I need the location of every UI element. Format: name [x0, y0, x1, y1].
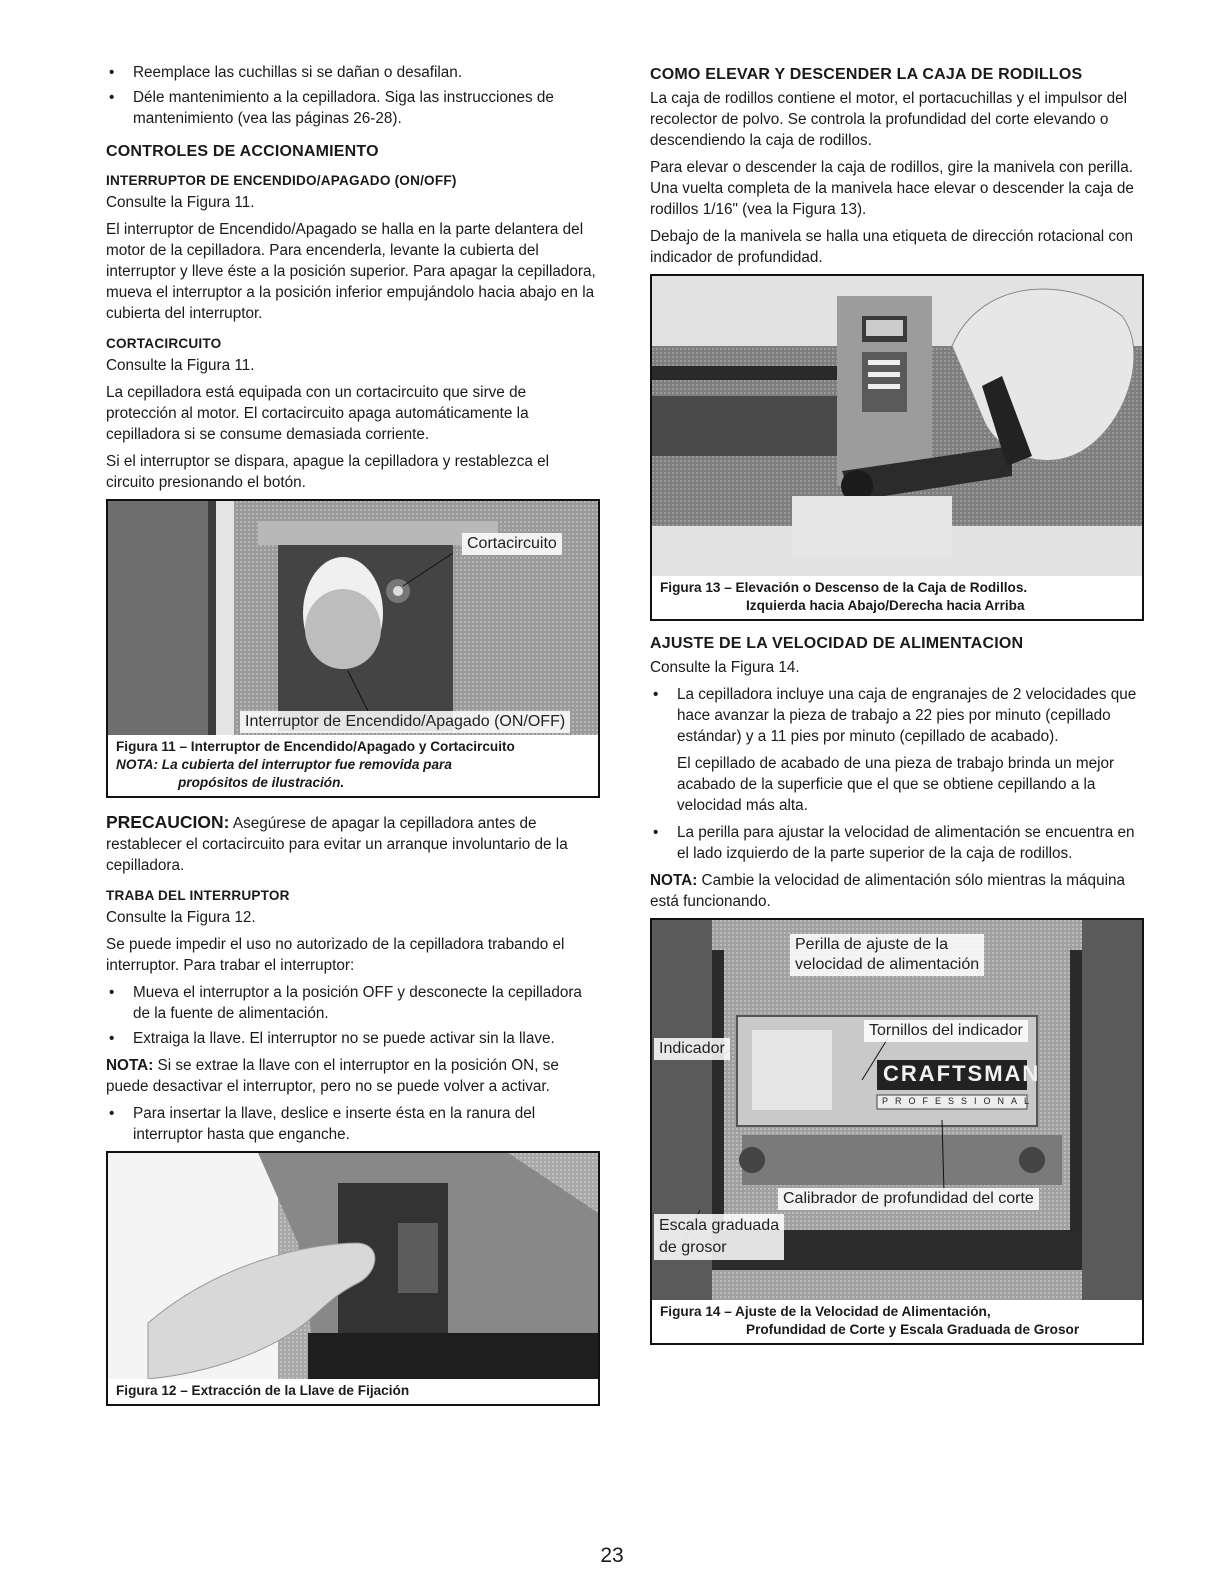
figure-12-photo [108, 1153, 598, 1379]
paragraph: Consulte la Figura 14. [650, 659, 800, 676]
list-item: • Mueva el interruptor a la posición OFF y desconecte la cepilladora de la fuente de alimentación. [106, 982, 600, 1024]
paragraph: El interruptor de Encendido/Apagado se halla en la parte delantera del motor de la cepilladora. Para encenderla, levante la cubierta del interruptor y lleve éste a la posición superior. Para apagar la cepilladora, mueva el interruptor a la posición inferior empujándolo hacia abajo en la cubierta del interruptor. [106, 221, 596, 322]
caption-note: NOTA: La cubierta del interruptor fue removida para [116, 757, 452, 772]
callout-cortacircuito: Cortacircuito [462, 533, 562, 555]
ajuste-bullets [650, 684, 1144, 747]
paragraph: La cepilladora está equipada con un cortacircuito que sirve de protección al motor. El cortacircuito apaga automáticamente la cepilladora si se consume demasiada corriente. [106, 384, 529, 443]
brand-logo: CRAFTSMAN [883, 1061, 1041, 1086]
paragraph: La caja de rodillos contiene el motor, el portacuchillas y el impulsor del recolector de polvo. Se controla la profundidad del corte elevando o descendiendo la caja de rodillos. [650, 90, 1128, 149]
ajuste-bullets-2 [650, 822, 1144, 864]
callout-tornillos: Tornillos del indicador [864, 1020, 1028, 1042]
traba-bullets-last [106, 1103, 600, 1145]
callout-perilla-line2: velocidad de alimentación [795, 956, 980, 973]
figure-13-caption [652, 576, 1142, 619]
left-column [106, 62, 600, 1416]
figure-13-photo [652, 276, 1142, 576]
caption-title: Figura 11 – Interruptor de Encendido/Apagado y Cortacircuito [116, 739, 515, 754]
traba-bullets [106, 982, 600, 1049]
figure-11-caption [108, 735, 598, 796]
intro-bullets [106, 62, 600, 129]
precaucion-text: Asegúrese de apagar la cepilladora antes de restablecer el cortacircuito para evitar un arranque involuntario de la cepilladora. [106, 815, 568, 874]
brand-subtitle: PROFESSIONAL [882, 1096, 1037, 1106]
figure-13 [650, 274, 1144, 621]
subheading-cortacircuito: CORTACIRCUITO [106, 336, 222, 351]
paragraph: El cepillado de acabado de una pieza de trabajo brinda un mejor acabado de la superficie que el que se obtiene cepillando a la velocidad más alta. [677, 755, 1115, 814]
callout-calibrador: Calibrador de profundidad del corte [778, 1188, 1039, 1210]
subheading-interruptor: INTERRUPTOR DE ENCENDIDO/APAGADO (ON/OFF) [106, 173, 457, 188]
callout-escala-line2: de grosor [659, 1239, 727, 1256]
callout-indicador: Indicador [654, 1038, 730, 1060]
paragraph: Si el interruptor se dispara, apague la cepilladora y restablezca el circuito presionando el botón. [106, 453, 550, 491]
section-heading-controles: CONTROLES DE ACCIONAMIENTO [106, 143, 379, 160]
caption-note: propósitos de ilustración. [178, 775, 345, 790]
precaucion-label: PRECAUCION: [106, 812, 230, 832]
list-item: • La perilla para ajustar la velocidad de alimentación se encuentra en el lado izquierdo de la parte superior de la caja de rodillos. [650, 822, 1144, 864]
nota-label: NOTA: [106, 1057, 154, 1074]
section-heading-elevar: COMO ELEVAR Y DESCENDER LA CAJA DE RODILLOS [650, 66, 1083, 83]
figure-12-caption: Figura 12 – Extracción de la Llave de Fijación [116, 1383, 410, 1398]
paragraph: Se puede impedir el uso no autorizado de la cepilladora trabando el interruptor. Para trabar el interruptor: [106, 936, 565, 974]
crank-photo-illustration [652, 276, 1142, 576]
nota-text: Cambie la velocidad de alimentación sólo mientras la máquina está funcionando. [650, 872, 1125, 910]
caption-subtitle: Profundidad de Corte y Escala Graduada de Grosor [746, 1322, 1080, 1337]
list-item: • La cepilladora incluye una caja de engranajes de 2 velocidades que hace avanzar la pieza de trabajo a 22 pies por minuto (cepillado estándar) y a 11 pies por minuto (cepillado de acabado). [650, 684, 1144, 747]
nota-paragraph [650, 870, 1144, 912]
figure-14-caption [652, 1300, 1142, 1343]
list-item: • Déle mantenimiento a la cepilladora. Siga las instrucciones de mantenimiento (vea las páginas 26-28). [106, 87, 600, 129]
key-photo-illustration [108, 1153, 598, 1379]
caption-title: Figura 14 – Ajuste de la Velocidad de Alimentación, [660, 1304, 991, 1319]
figure-11 [106, 499, 600, 798]
paragraph: Consulte la Figura 11. [106, 194, 255, 211]
section-heading-ajuste: AJUSTE DE LA VELOCIDAD DE ALIMENTACION [650, 635, 1024, 652]
list-item: • Para insertar la llave, deslice e inserte ésta en la ranura del interruptor hasta que enganche. [106, 1103, 600, 1145]
callout-escala-line1: Escala graduada [659, 1217, 780, 1234]
precaucion-paragraph [106, 812, 600, 876]
paragraph: Consulte la Figura 11. [106, 357, 255, 374]
nota-paragraph [106, 1055, 600, 1097]
figure-14 [650, 918, 1144, 1345]
list-item: • Reemplace las cuchillas si se dañan o desafilan. [106, 62, 600, 83]
paragraph: Consulte la Figura 12. [106, 909, 256, 926]
paragraph: Para elevar o descender la caja de rodillos, gire la manivela con perilla. Una vuelta completa de la manivela hace elevar o descender la caja de rodillos 1/16" (vea la Figura 13). [650, 159, 1134, 218]
nota-label: NOTA: [650, 872, 698, 889]
figure-12 [106, 1151, 600, 1406]
figure-11-photo [108, 501, 598, 735]
callout-escala [654, 1214, 784, 1260]
callout-interruptor: Interruptor de Encendido/Apagado (ON/OFF) [240, 711, 570, 733]
callout-perilla [790, 934, 984, 976]
figure-14-photo [652, 920, 1142, 1300]
caption-title: Figura 13 – Elevación o Descenso de la Caja de Rodillos. [660, 580, 1028, 595]
callout-perilla-line1: Perilla de ajuste de la [795, 936, 948, 953]
right-column [650, 62, 1144, 1355]
caption-subtitle: Izquierda hacia Abajo/Derecha hacia Arriba [746, 598, 1025, 613]
list-item: • Extraiga la llave. El interruptor no se puede activar sin la llave. [106, 1028, 600, 1049]
page-number: 23 [600, 1544, 624, 1567]
nota-text: Si se extrae la llave con el interruptor en la posición ON, se puede desactivar el interruptor, pero no se puede volver a activar. [106, 1057, 559, 1095]
paragraph: Debajo de la manivela se halla una etiqueta de dirección rotacional con indicador de profundidad. [650, 228, 1134, 266]
subheading-traba: TRABA DEL INTERRUPTOR [106, 888, 290, 903]
